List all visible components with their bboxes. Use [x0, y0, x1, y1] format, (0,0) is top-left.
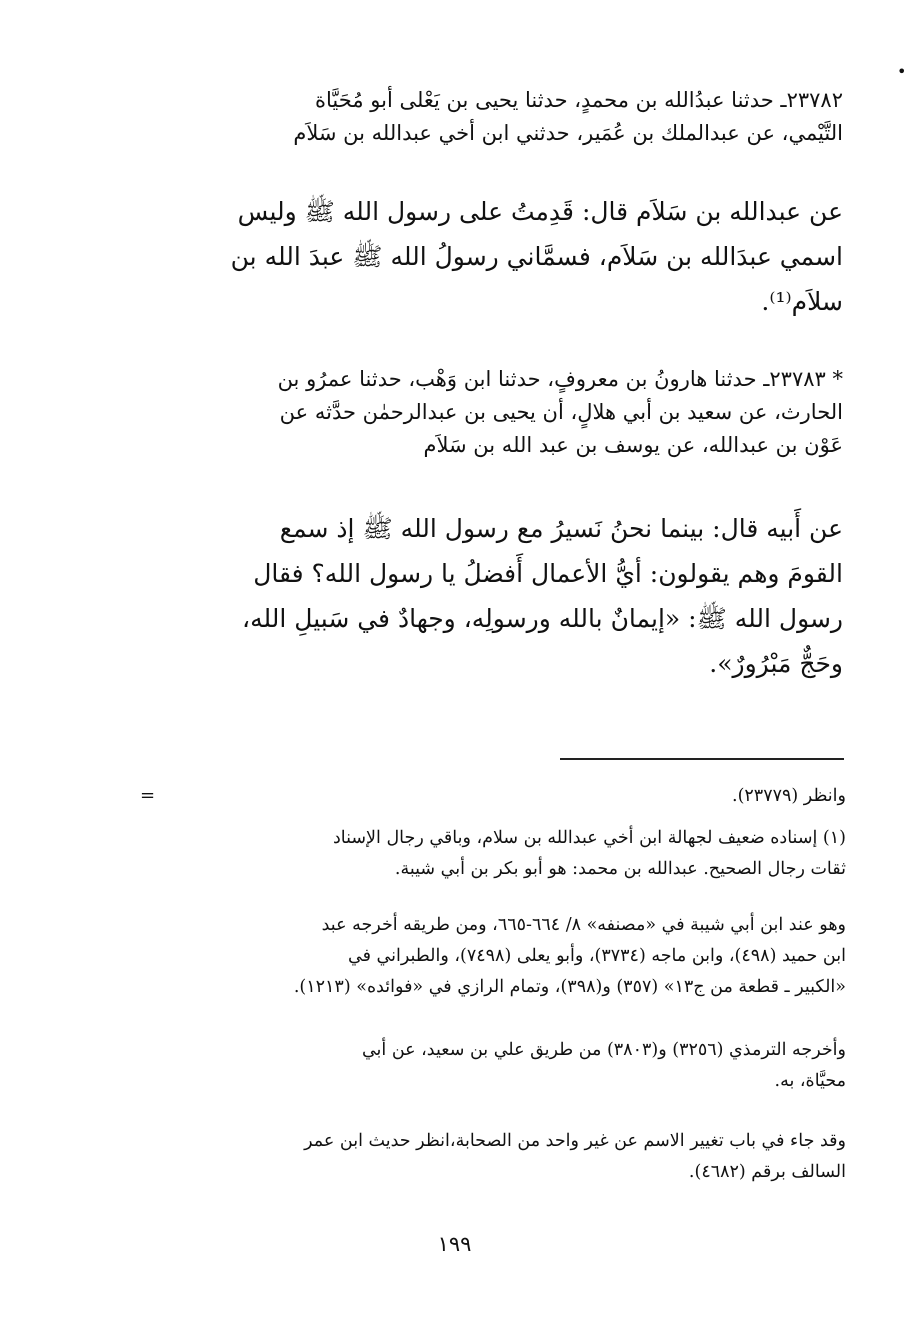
footnote-line: «الكبير ـ قطعة من ج١٣» (٣٥٧) و(٣٩٨)، وتمام الرازي في «فوائده» (١٢١٣). — [293, 977, 846, 997]
matn-line: عن عبدالله بن سَلاَم قال: قَدِمتُ على رسول الله ﷺ وليس — [237, 197, 843, 226]
page-number: ١٩٩ — [437, 1232, 472, 1256]
footnote-1 — [140, 823, 846, 885]
footnote-sources — [140, 910, 846, 1003]
hadith-23783-text — [140, 506, 843, 686]
footnote-separator — [560, 758, 844, 760]
footnote-line: السالف برقم (٤٦٨٢). — [688, 1162, 846, 1182]
footnote-line: محيَّاة، به. — [774, 1071, 846, 1091]
footnote-line: وهو عند ابن أبي شيبة في «مصنفه» ٨/ ٦٦٤-٦٦٥، ومن طريقه أخرجه عبد — [321, 915, 846, 935]
hadith-23783-isnad — [140, 363, 843, 462]
isnad-line: ٢٣٧٨٢ـ حدثنا عبدُالله بن محمدٍ، حدثنا يحيى بن يَعْلى أبو مُحَيَّاة — [315, 88, 843, 112]
matn-line: رسول الله ﷺ: «إيمانٌ بالله ورسولِه، وجهادٌ في سَبيلِ الله، — [242, 604, 843, 633]
matn-line: سلاَم⁽¹⁾. — [761, 287, 843, 316]
matn-line: القومَ وهم يقولون: أيُّ الأعمال أَفضلُ يا رسول الله؟ فقال — [253, 559, 843, 588]
isnad-line: عَوْن بن عبدالله، عن يوسف بن عبد الله بن سَلاَم — [423, 433, 843, 457]
footnote-see-also — [140, 780, 846, 812]
footnote-line: (١) إسناده ضعيف لجهالة ابن أخي عبدالله بن سلام، وباقي رجال الإسناد — [332, 828, 846, 848]
hadith-23782-isnad — [140, 84, 843, 150]
matn-line: وحَجٌّ مَبْرُورٌ». — [709, 649, 843, 678]
matn-line: اسمي عبدَالله بن سَلاَم، فسمَّاني رسولُ الله ﷺ عبدَ الله بن — [230, 242, 843, 271]
hadith-23782-text — [140, 189, 843, 324]
matn-line: عن أَبيه قال: بينما نحنُ نَسيرُ مع رسول الله ﷺ إذ سمع — [279, 514, 843, 543]
footnote-name-change — [140, 1126, 846, 1188]
footnote-tirmidhi — [140, 1035, 846, 1097]
continuation-marker: = — [140, 785, 156, 806]
footnote-line: ابن حميد (٤٩٨)، وابن ماجه (٣٧٣٤)، وأبو يعلى (٧٤٩٨)، والطبراني في — [348, 946, 846, 966]
isnad-line: التَّيْمي، عن عبدالملك بن عُمَير، حدثني ابن أخي عبدالله بن سَلاَم — [293, 121, 843, 145]
isnad-line: الحارث، عن سعيد بن أبي هلالٍ، أن يحيى بن عبدالرحمٰن حدَّثه عن — [279, 400, 843, 424]
see-also-text: وانظر (٢٣٧٧٩). — [732, 786, 846, 806]
footnote-line: وقد جاء في باب تغيير الاسم عن غير واحد من الصحابة،انظر حديث ابن عمر — [304, 1131, 846, 1151]
isnad-line: * ٢٣٧٨٣ـ حدثنا هارونُ بن معروفٍ، حدثنا ابن وَهْب، حدثنا عمرُو بن — [277, 367, 843, 391]
footnote-line: وأخرجه الترمذي (٣٢٥٦) و(٣٨٠٣) من طريق علي بن سعيد، عن أبي — [361, 1040, 846, 1060]
footnote-line: ثقات رجال الصحيح. عبدالله بن محمد: هو أبو بكر بن أبي شيبة. — [394, 859, 846, 879]
margin-mark: • — [897, 62, 907, 81]
